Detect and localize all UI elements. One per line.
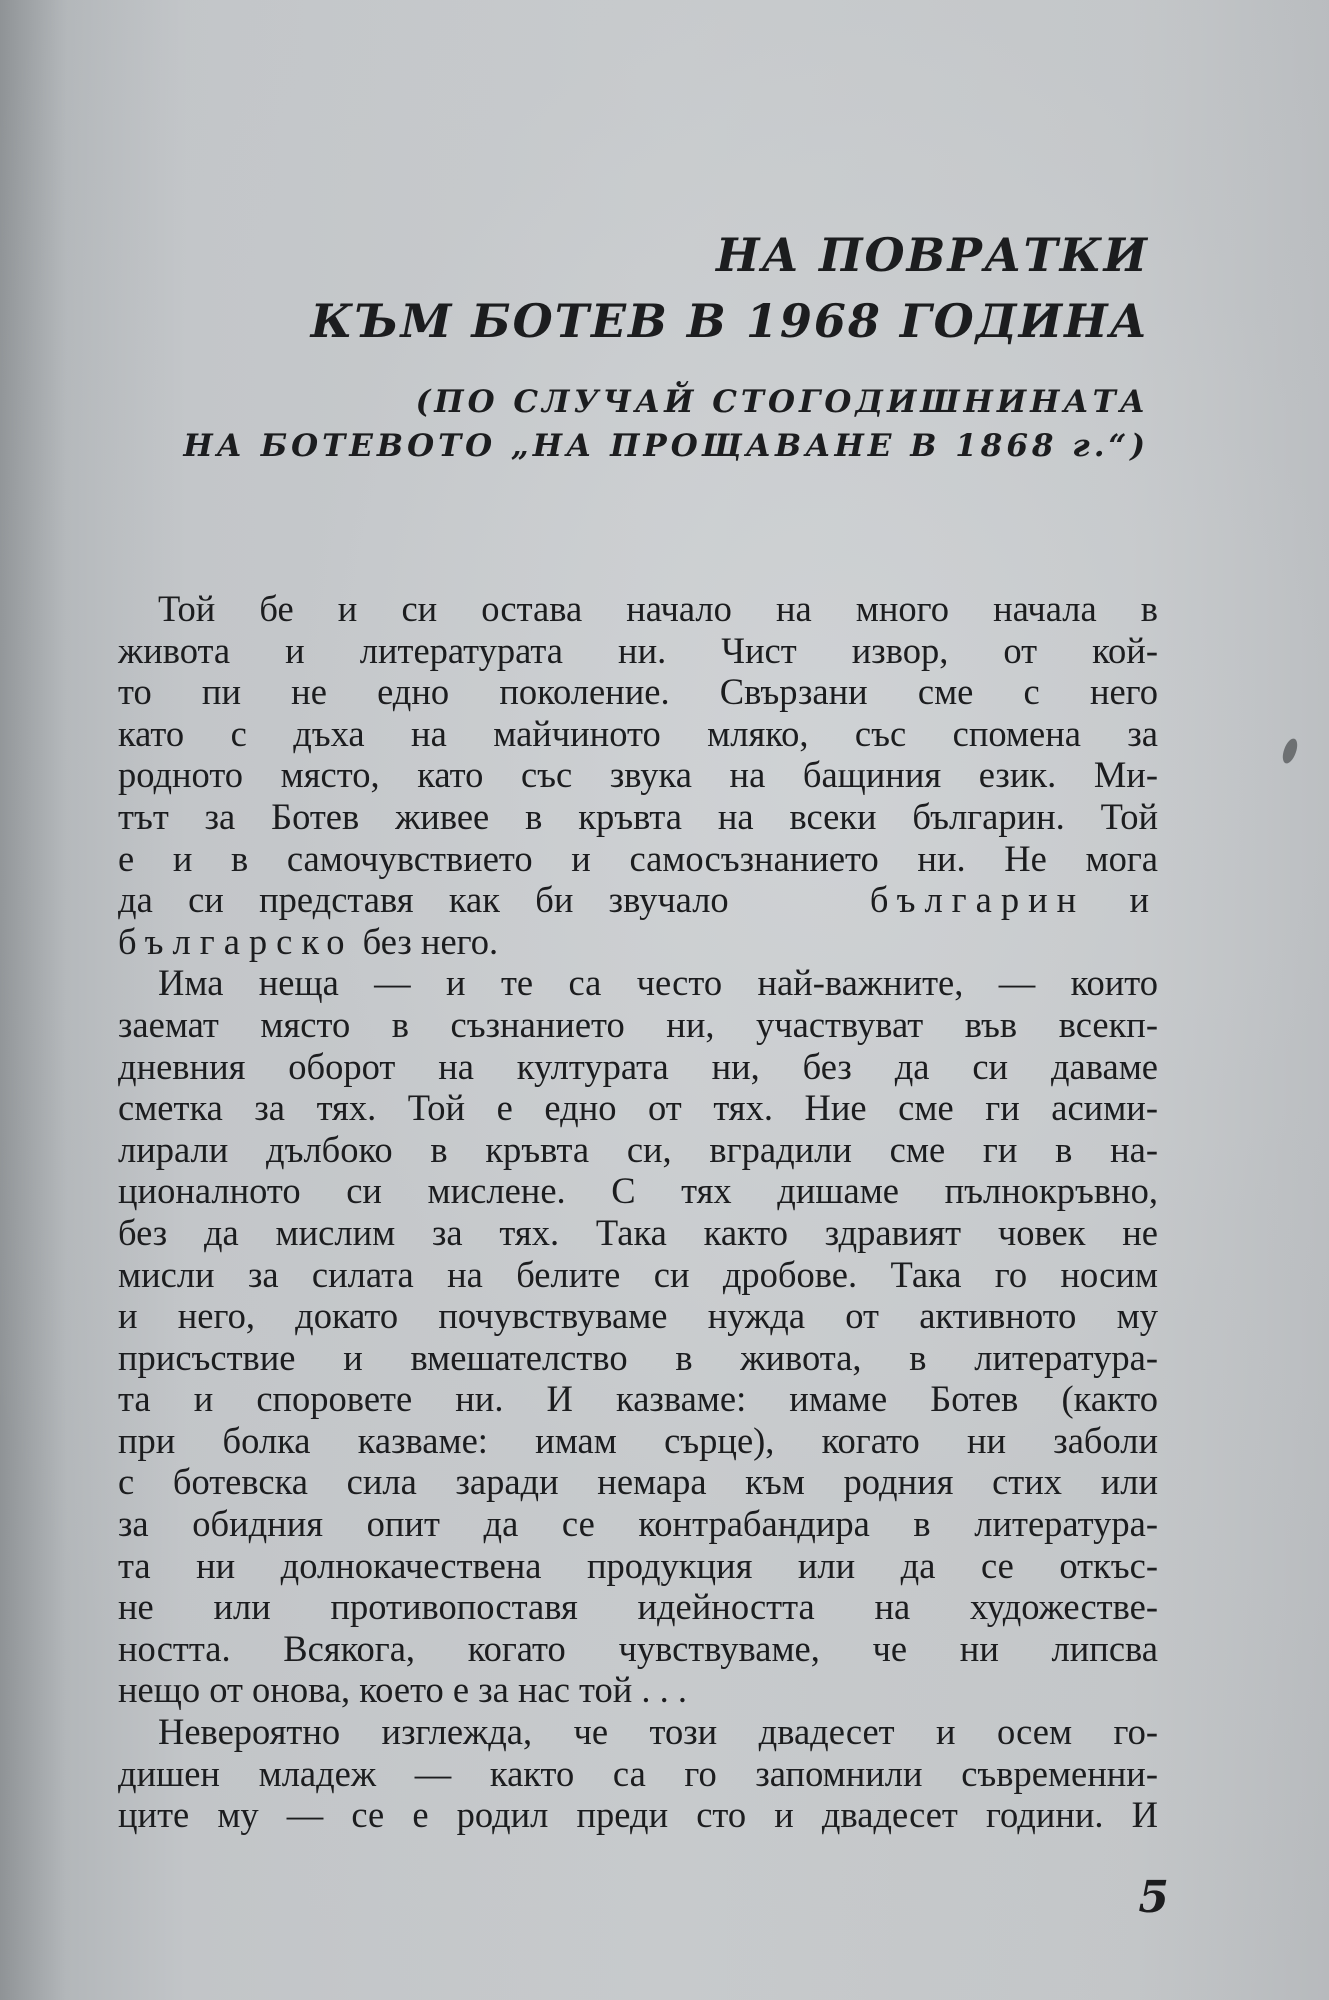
text-line: при болка казваме: имам сърце), когато ни заболи xyxy=(118,1419,1158,1461)
chapter-subtitle xyxy=(183,380,1149,468)
text-line-last: нещо от онова, което е за нас той . . . xyxy=(118,1669,688,1711)
text-line: за обидния опит да се контрабандира в литература- xyxy=(118,1503,1158,1545)
text-line: то пи не едно поколение. Свързани сме с него xyxy=(118,671,1158,713)
page-number: 5 xyxy=(1138,1872,1169,1923)
text-line-start: да си представя как би звучало xyxy=(118,879,729,921)
text-line: сметка за тях. Той е едно от тях. Ние сме ги асими- xyxy=(118,1087,1158,1129)
text-line: не или противопоставя идейността на художестве- xyxy=(118,1586,1158,1628)
text-line: с ботевска сила заради немара към родния стих или xyxy=(118,1461,1158,1503)
chapter-subtitle-line-1: (ПО СЛУЧАЙ СТОГОДИШНИНАТА xyxy=(415,384,1149,420)
chapter-title-line-2: КЪМ БОТЕВ В 1968 ГОДИНА xyxy=(310,294,1149,348)
text-line: живота и литературата ни. Чист извор, от кой- xyxy=(118,629,1158,671)
body-text xyxy=(118,588,1158,1836)
text-line: като с дъха на майчиното мляко, със спомена за xyxy=(118,712,1158,754)
text-line: та и споровете ни. И казваме: имаме Ботев (както xyxy=(118,1378,1158,1420)
text-line: ците му — се е родил преди сто и двадесет години. И xyxy=(118,1794,1158,1836)
text-line: ционалното си мислене. С тях дишаме пълнокръвно, xyxy=(118,1170,1158,1212)
text-line: дневния оборот на културата ни, без да си даваме xyxy=(118,1045,1158,1087)
text-line: лирали дълбоко в кръвта си, вградили сме ги в на- xyxy=(118,1128,1158,1170)
text-line: тът за Ботев живее в кръвта на всеки българин. Той xyxy=(118,795,1158,837)
text-line: ността. Всякога, когато чувствуваме, че ни липсва xyxy=(118,1627,1158,1669)
text-line-with-spaced-word xyxy=(118,879,1158,921)
chapter-title-line-1: НА ПОВРАТКИ xyxy=(716,228,1149,282)
text-line: родното място, като със звука на бащиния език. Ми- xyxy=(118,754,1158,796)
spaced-word: българин и xyxy=(869,879,1158,921)
text-line: мисли за силата на белите си дробове. Така го носим xyxy=(118,1253,1158,1295)
text-line: Има неща — и те са често най-важните, — които xyxy=(158,962,1158,1004)
text-line: дишен младеж — както са го запомнили съвременни- xyxy=(118,1752,1158,1794)
text-line-last: българско без него. xyxy=(118,920,499,962)
text-line: Той бе и си остава начало на много начала в xyxy=(158,588,1158,629)
chapter-subtitle-line-2: НА БОТЕВОТО „НА ПРОЩАВАНЕ В 1868 г.“) xyxy=(183,428,1149,464)
ink-smudge xyxy=(1280,737,1300,766)
text-line: та ни долнокачествена продукция или да се откъс- xyxy=(118,1544,1158,1586)
spaced-word-bulgarsko: българско xyxy=(118,920,354,962)
chapter-heading xyxy=(183,222,1149,468)
text-line: Невероятно изглежда, че този двадесет и осем го- xyxy=(158,1711,1158,1753)
text-line: и него, докато почувствуваме нужда от активното му xyxy=(118,1295,1158,1337)
text-line: без да мислим за тях. Така както здравият човек не xyxy=(118,1211,1158,1253)
text-line: присъствие и вмешателство в живота, в литература- xyxy=(118,1336,1158,1378)
text-line: е и в самочувствието и самосъзнанието ни. Не мога xyxy=(118,837,1158,879)
text-line: заемат място в съзнанието ни, участвуват във всекп- xyxy=(118,1003,1158,1045)
